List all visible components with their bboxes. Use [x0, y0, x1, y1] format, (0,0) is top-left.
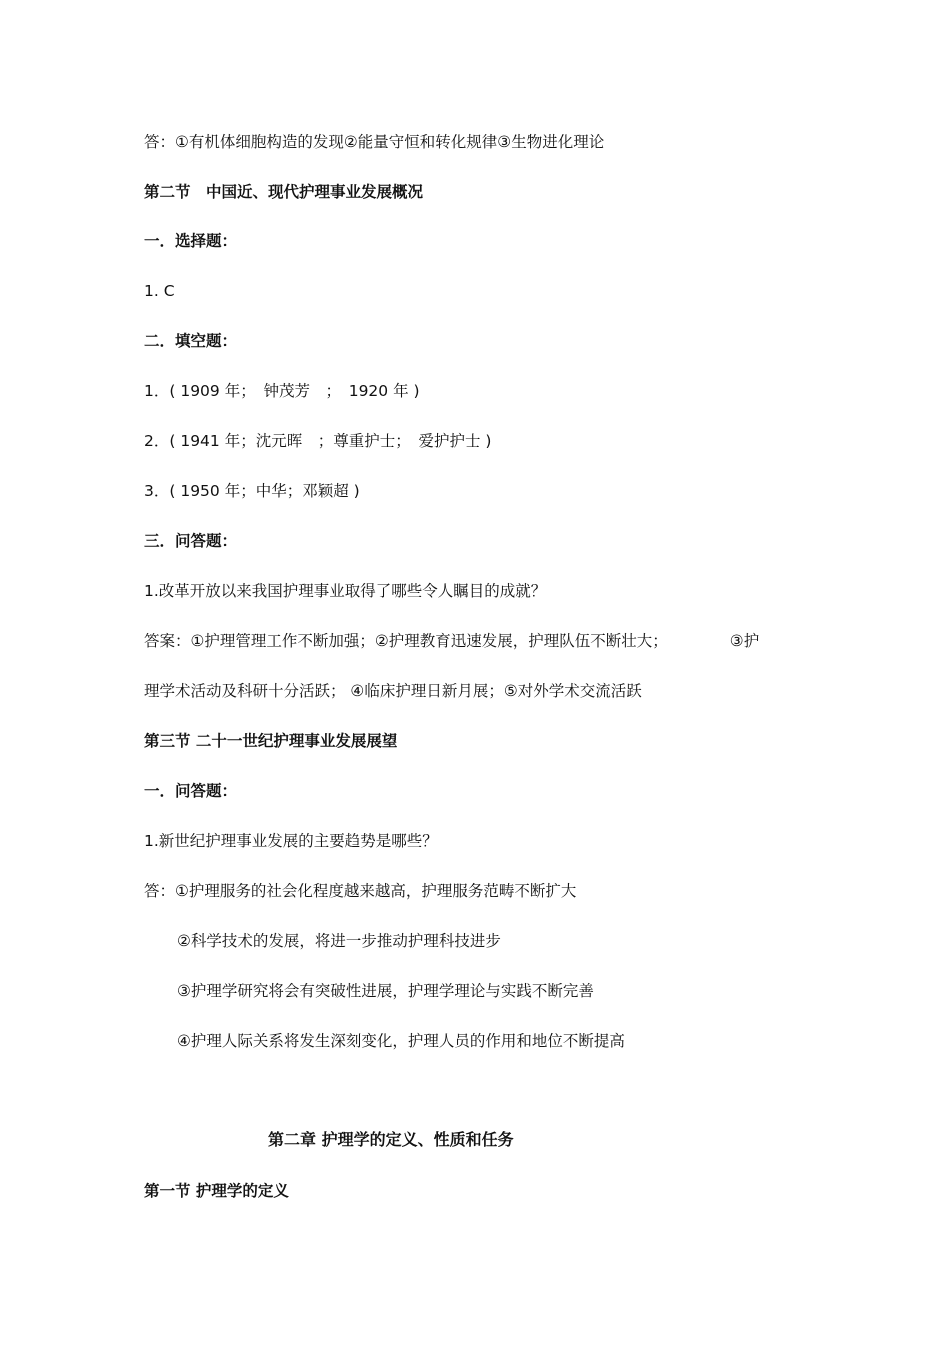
question-type-heading: 一．选择题： — [144, 232, 238, 250]
answer-line: 1．( 1909 年； 钟茂芳 ； 1920 年 ) — [144, 382, 420, 400]
section-heading: 第二节 中国近、现代护理事业发展概况 — [144, 183, 424, 201]
question-type-heading: 二．填空题： — [144, 332, 238, 350]
answer-line: 1. C — [144, 282, 175, 300]
section-heading: 第三节 二十一世纪护理事业发展展望 — [144, 732, 398, 750]
answer-text: 答案：①护理管理工作不断加强；②护理教育迅速发展，护理队伍不断壮大； — [144, 632, 668, 650]
answer-text-continued: ③护 — [729, 632, 760, 650]
question-line: 1.新世纪护理事业发展的主要趋势是哪些？ — [144, 832, 438, 850]
answer-line: ②科学技术的发展，将进一步推动护理科技进步 — [177, 932, 501, 950]
answer-line: 答：①护理服务的社会化程度越来越高，护理服务范畴不断扩大 — [144, 882, 577, 900]
answer-line: ③护理学研究将会有突破性进展，护理学理论与实践不断完善 — [177, 982, 594, 1000]
question-type-heading: 三．问答题： — [144, 532, 238, 550]
answer-line: 2．( 1941 年；沈元晖 ；尊重护士； 爱护护士 ) — [144, 432, 492, 450]
answer-line — [144, 630, 759, 652]
question-line: 1.改革开放以来我国护理事业取得了哪些令人瞩目的成就？ — [144, 582, 547, 600]
answer-line: 答：①有机体细胞构造的发现②能量守恒和转化规律③生物进化理论 — [144, 133, 605, 151]
section-heading: 第一节 护理学的定义 — [144, 1182, 289, 1200]
chapter-title: 第二章 护理学的定义、性质和任务 — [268, 1130, 514, 1149]
question-type-heading: 一．问答题： — [144, 782, 238, 800]
answer-line: ④护理人际关系将发生深刻变化，护理人员的作用和地位不断提高 — [177, 1032, 625, 1050]
answer-line: 3．( 1950 年；中华；邓颖超 ) — [144, 482, 360, 500]
answer-line: 理学术活动及科研十分活跃； ④临床护理日新月展；⑤对外学术交流活跃 — [144, 682, 642, 700]
